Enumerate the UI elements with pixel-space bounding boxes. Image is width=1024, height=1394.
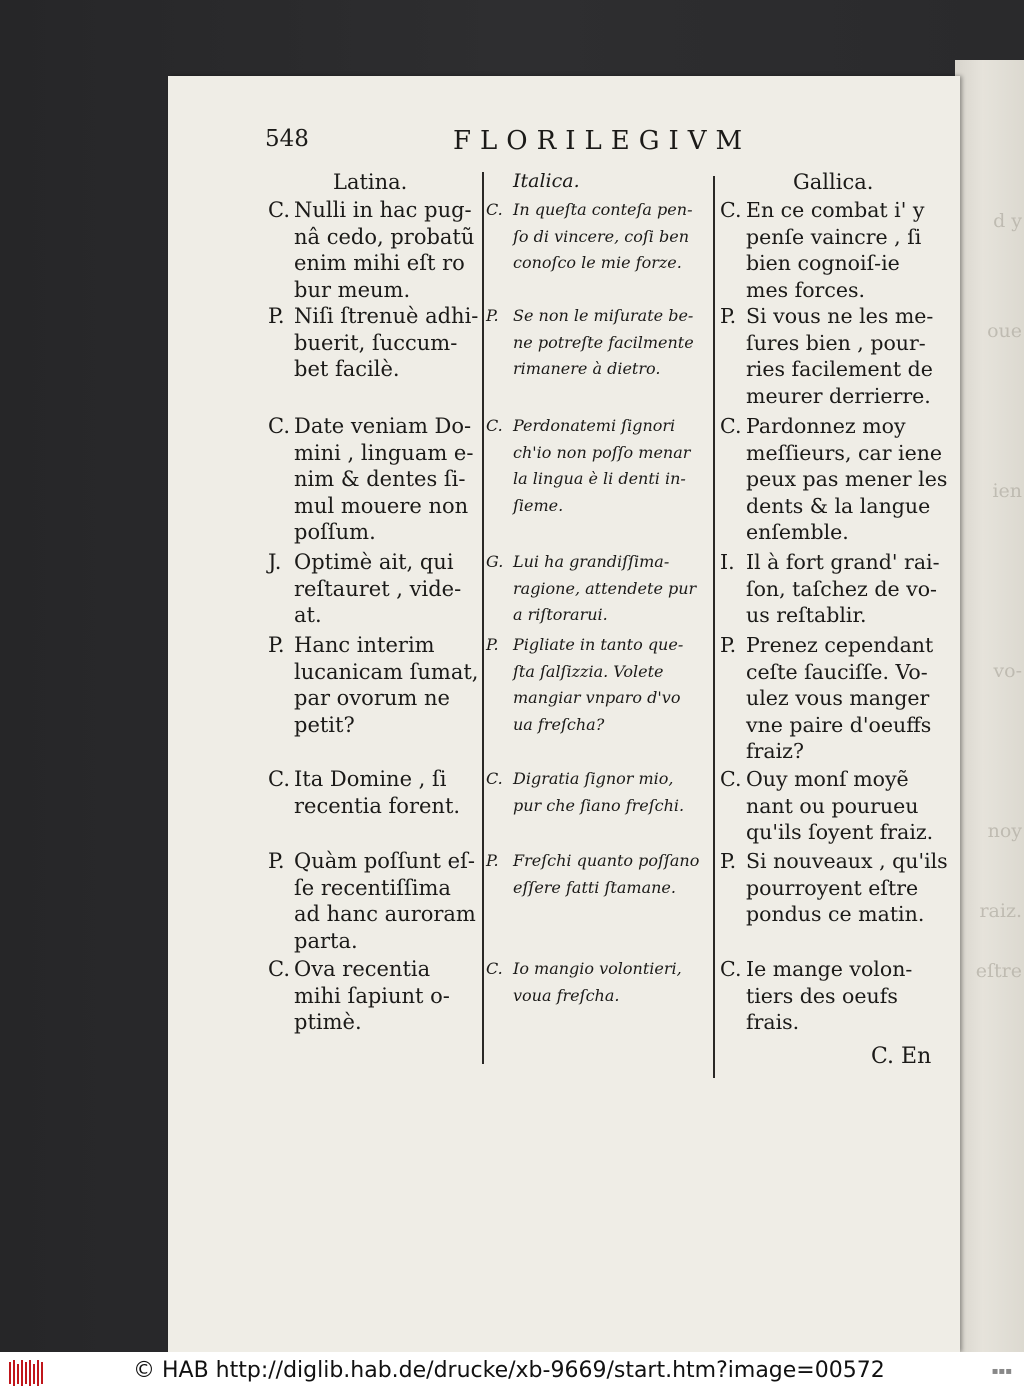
speaker-label: C. xyxy=(268,198,290,222)
italian-text: Perdonatemi ſignori ch'io non poſſo menar la lingua è li denti in- ſieme. xyxy=(513,416,691,515)
latin-text: Quàm poſſunt eſ- ſe recentiſſima ad hanc auroram parta. xyxy=(294,849,476,953)
page-number: 548 xyxy=(265,126,309,152)
page-header xyxy=(168,126,960,162)
latin-text: Hanc interim lucanicam ſumat, par ovorum ne petit? xyxy=(294,633,479,737)
speaker-label: I. xyxy=(720,550,735,574)
latin-text: Ova recentia mihi ſapiunt o- ptimè. xyxy=(294,957,450,1034)
speaker-label: P. xyxy=(268,633,285,657)
speaker-label: C. xyxy=(720,957,742,981)
latin-text: Date veniam Do- mini , linguam e- nim & dentes ſi- mul mouere non poſſum. xyxy=(294,414,474,544)
speaker-label: C. xyxy=(486,959,503,978)
speaker-label: C. xyxy=(720,414,742,438)
french-text: Il à fort grand' rai- ſon, taſchez de vo- us reſtablir. xyxy=(746,550,940,627)
speaker-label: C. xyxy=(720,198,742,222)
speaker-label: P. xyxy=(720,633,737,657)
copyright-url-text: © HAB http://diglib.hab.de/drucke/xb-9669/start.htm?image=00572 xyxy=(133,1358,885,1383)
footer-mark: ▪▪▪ xyxy=(991,1366,1012,1377)
french-text: Ie mange volon- tiers des oeufs frais. xyxy=(746,957,913,1034)
italian-text: In queſta conteſa pen- ſo di vincere, coſi ben conoſco le mie forze. xyxy=(513,200,693,272)
catchword: C. En xyxy=(871,1044,932,1069)
speaker-label: C. xyxy=(486,416,503,435)
latin-text: Niſi ſtrenuè adhi- buerit, ſuccum- bet facilè. xyxy=(294,304,479,381)
footer-bar xyxy=(0,1352,1024,1394)
italian-text: Lui ha grandiſſima- ragione, attendete pur a riſtorarui. xyxy=(513,552,697,624)
italian-text: Freſchi quanto poſſano eſſere fatti ſtamane. xyxy=(513,851,700,897)
italian-column-heading: Italica. xyxy=(513,170,580,192)
latin-text: Ita Domine , ſi recentia forent. xyxy=(294,767,461,818)
speaker-label: C. xyxy=(268,957,290,981)
speaker-label: C. xyxy=(486,200,503,219)
latin-text: Optimè ait, qui reſtauret , vide- at. xyxy=(294,550,462,627)
latin-column-heading: Latina. xyxy=(333,170,408,194)
speaker-label: C. xyxy=(486,769,503,788)
speaker-label: P. xyxy=(720,849,737,873)
italian-text: Se non le miſurate be- ne potreſte facilmente rimanere à dietro. xyxy=(513,306,694,378)
speaker-label: P. xyxy=(268,849,285,873)
french-text: Ouy monſ moyẽ nant ou pourueu qu'ils ſoyent fraiz. xyxy=(746,767,934,844)
speaker-label: P. xyxy=(486,851,499,870)
speaker-label: C. xyxy=(268,414,290,438)
french-text: Pardonnez moy meſſieurs, car iene peux pas mener les dents & la langue enſemble. xyxy=(746,414,948,544)
italian-text: Pigliate in tanto que- ſta ſalſizzia. Volete mangiar vnparo d'vo ua freſcha? xyxy=(513,635,684,734)
speaker-label: P. xyxy=(486,635,499,654)
french-text: Si vous ne les me- ſures bien , pour- ries facilement de meurer derrierre. xyxy=(746,304,934,408)
speaker-label: G. xyxy=(486,552,504,571)
italian-text: Digratia ſignor mio, pur che ſiano freſchi. xyxy=(513,769,685,815)
speaker-label: P. xyxy=(268,304,285,328)
french-text: En ce combat i' y penſe vaincre , ſi bien cognoiſ-ie mes forces. xyxy=(746,198,925,302)
french-column-heading: Gallica. xyxy=(793,170,874,194)
speaker-label: C. xyxy=(720,767,742,791)
book-page xyxy=(168,76,960,1352)
speaker-label: P. xyxy=(486,306,499,325)
french-text: Prenez cependant ceſte ſauciſſe. Vo- ulez vous manger vne paire d'oeuffs fraiz? xyxy=(746,633,934,763)
italian-text: Io mangio volontieri, voua freſcha. xyxy=(513,959,682,1005)
speaker-label: C. xyxy=(268,767,290,791)
speaker-label: P. xyxy=(720,304,737,328)
running-title: FLORILEGIVM xyxy=(453,126,752,156)
speaker-label: J. xyxy=(268,550,282,574)
adjacent-page-edge: d y oue ien vo- noy raiz. eſtre xyxy=(955,60,1024,1352)
latin-text: Nulli in hac pug- nâ cedo, probatũ enim mihi eſt ro bur meum. xyxy=(294,198,475,302)
hab-logo-icon xyxy=(8,1358,46,1388)
french-text: Si nouveaux , qu'ils pourroyent eſtre pondus ce matin. xyxy=(746,849,948,926)
